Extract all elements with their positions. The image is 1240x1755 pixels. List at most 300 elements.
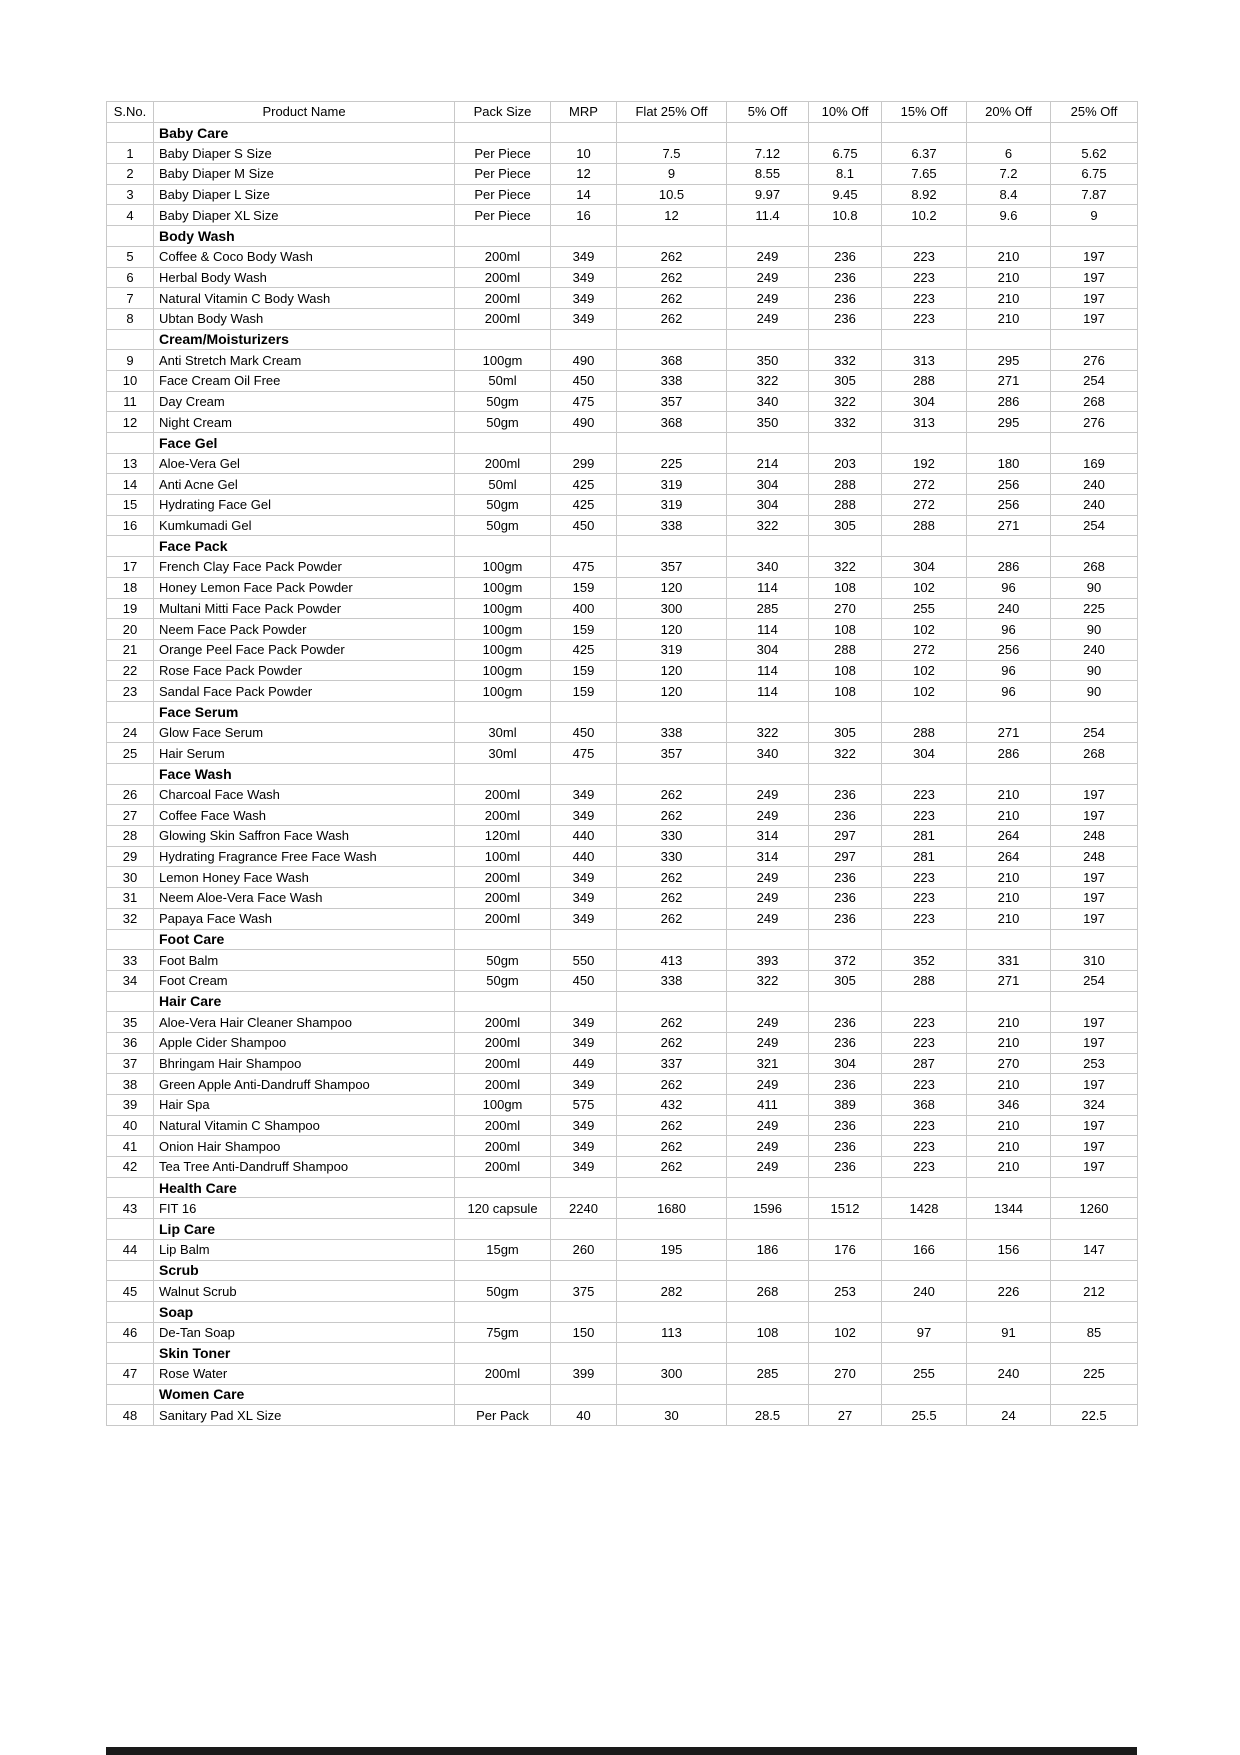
price-cell: 12 bbox=[551, 164, 617, 185]
product-name-cell: Hair Serum bbox=[154, 743, 455, 764]
product-name-cell: Lemon Honey Face Wash bbox=[154, 867, 455, 888]
product-name-cell: Glow Face Serum bbox=[154, 722, 455, 743]
price-cell: 223 bbox=[882, 908, 967, 929]
price-cell: 295 bbox=[967, 412, 1051, 433]
product-row bbox=[107, 660, 1138, 681]
price-cell: 236 bbox=[809, 784, 882, 805]
price-cell: 212 bbox=[1051, 1281, 1138, 1302]
price-cell: 24 bbox=[967, 1405, 1051, 1426]
empty-cell bbox=[107, 226, 154, 247]
product-name-cell: Apple Cider Shampoo bbox=[154, 1032, 455, 1053]
sno-cell: 5 bbox=[107, 246, 154, 267]
pack-size-cell: 50gm bbox=[455, 970, 551, 991]
sno-cell: 31 bbox=[107, 888, 154, 909]
price-cell: 249 bbox=[727, 308, 809, 329]
empty-cell bbox=[617, 329, 727, 350]
empty-cell bbox=[1051, 122, 1138, 143]
price-cell: 314 bbox=[727, 826, 809, 847]
product-row bbox=[107, 515, 1138, 536]
price-cell: 432 bbox=[617, 1095, 727, 1116]
price-cell: 352 bbox=[882, 950, 967, 971]
sno-cell: 9 bbox=[107, 350, 154, 371]
price-cell: 8.4 bbox=[967, 184, 1051, 205]
empty-cell bbox=[882, 122, 967, 143]
price-cell: 114 bbox=[727, 577, 809, 598]
empty-cell bbox=[882, 1177, 967, 1198]
pack-size-cell: 100gm bbox=[455, 557, 551, 578]
pack-size-cell: 50gm bbox=[455, 412, 551, 433]
price-cell: 475 bbox=[551, 743, 617, 764]
price-cell: 7.65 bbox=[882, 164, 967, 185]
category-row bbox=[107, 1177, 1138, 1198]
column-header: Product Name bbox=[154, 102, 455, 123]
price-cell: 197 bbox=[1051, 267, 1138, 288]
price-cell: 1260 bbox=[1051, 1198, 1138, 1219]
price-cell: 5.62 bbox=[1051, 143, 1138, 164]
empty-cell bbox=[617, 1177, 727, 1198]
price-cell: 147 bbox=[1051, 1239, 1138, 1260]
sno-cell: 47 bbox=[107, 1363, 154, 1384]
price-cell: 223 bbox=[882, 1115, 967, 1136]
product-name-cell: Anti Acne Gel bbox=[154, 474, 455, 495]
price-cell: 288 bbox=[882, 370, 967, 391]
price-cell: 322 bbox=[727, 970, 809, 991]
empty-cell bbox=[455, 1219, 551, 1240]
pack-size-cell: 50gm bbox=[455, 515, 551, 536]
price-cell: 346 bbox=[967, 1095, 1051, 1116]
category-label: Face Gel bbox=[154, 433, 455, 454]
pack-size-cell: 100ml bbox=[455, 846, 551, 867]
pack-size-cell: 100gm bbox=[455, 639, 551, 660]
price-cell: 10.2 bbox=[882, 205, 967, 226]
product-name-cell: Sanitary Pad XL Size bbox=[154, 1405, 455, 1426]
price-cell: 97 bbox=[882, 1322, 967, 1343]
product-row bbox=[107, 184, 1138, 205]
empty-cell bbox=[809, 991, 882, 1012]
empty-cell bbox=[727, 1177, 809, 1198]
sno-cell: 1 bbox=[107, 143, 154, 164]
price-cell: 305 bbox=[809, 722, 882, 743]
product-row bbox=[107, 577, 1138, 598]
price-cell: 319 bbox=[617, 474, 727, 495]
price-cell: 254 bbox=[1051, 722, 1138, 743]
price-cell: 108 bbox=[809, 577, 882, 598]
empty-cell bbox=[809, 764, 882, 785]
price-cell: 176 bbox=[809, 1239, 882, 1260]
product-row bbox=[107, 308, 1138, 329]
price-cell: 8.92 bbox=[882, 184, 967, 205]
price-cell: 262 bbox=[617, 1115, 727, 1136]
product-name-cell: Foot Cream bbox=[154, 970, 455, 991]
empty-cell bbox=[1051, 1301, 1138, 1322]
product-name-cell: Neem Aloe-Vera Face Wash bbox=[154, 888, 455, 909]
price-cell: 9.6 bbox=[967, 205, 1051, 226]
pack-size-cell: 200ml bbox=[455, 1363, 551, 1384]
price-cell: 281 bbox=[882, 826, 967, 847]
price-cell: 28.5 bbox=[727, 1405, 809, 1426]
price-cell: 440 bbox=[551, 826, 617, 847]
price-cell: 349 bbox=[551, 1136, 617, 1157]
sno-cell: 30 bbox=[107, 867, 154, 888]
category-row bbox=[107, 1343, 1138, 1364]
price-cell: 368 bbox=[882, 1095, 967, 1116]
product-row bbox=[107, 412, 1138, 433]
product-row bbox=[107, 1405, 1138, 1426]
price-cell: 297 bbox=[809, 826, 882, 847]
product-name-cell: Coffee Face Wash bbox=[154, 805, 455, 826]
price-cell: 210 bbox=[967, 1032, 1051, 1053]
product-name-cell: Honey Lemon Face Pack Powder bbox=[154, 577, 455, 598]
price-cell: 223 bbox=[882, 1012, 967, 1033]
product-name-cell: Herbal Body Wash bbox=[154, 267, 455, 288]
empty-cell bbox=[727, 329, 809, 350]
pack-size-cell: Per Pack bbox=[455, 1405, 551, 1426]
price-cell: 197 bbox=[1051, 1074, 1138, 1095]
price-cell: 30 bbox=[617, 1405, 727, 1426]
empty-cell bbox=[967, 929, 1051, 950]
empty-cell bbox=[967, 1343, 1051, 1364]
price-cell: 225 bbox=[617, 453, 727, 474]
price-cell: 6.37 bbox=[882, 143, 967, 164]
price-cell: 90 bbox=[1051, 681, 1138, 702]
price-cell: 236 bbox=[809, 1012, 882, 1033]
empty-cell bbox=[107, 1301, 154, 1322]
price-cell: 108 bbox=[809, 681, 882, 702]
price-cell: 210 bbox=[967, 308, 1051, 329]
price-cell: 223 bbox=[882, 246, 967, 267]
empty-cell bbox=[551, 122, 617, 143]
category-label: Hair Care bbox=[154, 991, 455, 1012]
price-cell: 285 bbox=[727, 598, 809, 619]
price-cell: 319 bbox=[617, 639, 727, 660]
price-cell: 197 bbox=[1051, 1032, 1138, 1053]
price-cell: 262 bbox=[617, 867, 727, 888]
empty-cell bbox=[967, 536, 1051, 557]
empty-cell bbox=[1051, 226, 1138, 247]
price-cell: 210 bbox=[967, 784, 1051, 805]
pack-size-cell: 200ml bbox=[455, 267, 551, 288]
price-cell: 349 bbox=[551, 1157, 617, 1178]
empty-cell bbox=[107, 329, 154, 350]
empty-cell bbox=[882, 329, 967, 350]
bottom-black-bar bbox=[106, 1747, 1137, 1755]
price-cell: 210 bbox=[967, 805, 1051, 826]
empty-cell bbox=[551, 1177, 617, 1198]
price-cell: 349 bbox=[551, 908, 617, 929]
price-cell: 349 bbox=[551, 308, 617, 329]
price-cell: 210 bbox=[967, 267, 1051, 288]
price-cell: 249 bbox=[727, 1136, 809, 1157]
price-cell: 282 bbox=[617, 1281, 727, 1302]
price-cell: 288 bbox=[809, 495, 882, 516]
product-row bbox=[107, 1012, 1138, 1033]
empty-cell bbox=[1051, 991, 1138, 1012]
price-cell: 322 bbox=[727, 515, 809, 536]
sno-cell: 46 bbox=[107, 1322, 154, 1343]
price-cell: 332 bbox=[809, 412, 882, 433]
product-row bbox=[107, 888, 1138, 909]
empty-cell bbox=[107, 1384, 154, 1405]
price-cell: 255 bbox=[882, 598, 967, 619]
price-cell: 350 bbox=[727, 412, 809, 433]
price-cell: 7.2 bbox=[967, 164, 1051, 185]
price-cell: 248 bbox=[1051, 846, 1138, 867]
price-cell: 337 bbox=[617, 1053, 727, 1074]
price-cell: 253 bbox=[1051, 1053, 1138, 1074]
price-cell: 156 bbox=[967, 1239, 1051, 1260]
pack-size-cell: 75gm bbox=[455, 1322, 551, 1343]
pack-size-cell: 100gm bbox=[455, 660, 551, 681]
price-cell: 223 bbox=[882, 1032, 967, 1053]
empty-cell bbox=[967, 1177, 1051, 1198]
price-cell: 304 bbox=[882, 557, 967, 578]
product-name-cell: Hydrating Fragrance Free Face Wash bbox=[154, 846, 455, 867]
price-cell: 120 bbox=[617, 577, 727, 598]
price-cell: 223 bbox=[882, 1074, 967, 1095]
sno-cell: 26 bbox=[107, 784, 154, 805]
empty-cell bbox=[727, 226, 809, 247]
price-cell: 368 bbox=[617, 350, 727, 371]
price-cell: 210 bbox=[967, 1157, 1051, 1178]
price-cell: 236 bbox=[809, 267, 882, 288]
price-cell: 197 bbox=[1051, 246, 1138, 267]
price-cell: 350 bbox=[727, 350, 809, 371]
product-row bbox=[107, 495, 1138, 516]
empty-cell bbox=[727, 433, 809, 454]
price-cell: 12 bbox=[617, 205, 727, 226]
sno-cell: 8 bbox=[107, 308, 154, 329]
category-label: Health Care bbox=[154, 1177, 455, 1198]
price-cell: 262 bbox=[617, 267, 727, 288]
price-cell: 236 bbox=[809, 308, 882, 329]
price-cell: 249 bbox=[727, 1012, 809, 1033]
empty-cell bbox=[967, 701, 1051, 722]
empty-cell bbox=[809, 929, 882, 950]
price-cell: 413 bbox=[617, 950, 727, 971]
price-cell: 223 bbox=[882, 888, 967, 909]
pack-size-cell: 200ml bbox=[455, 1012, 551, 1033]
price-cell: 186 bbox=[727, 1239, 809, 1260]
price-cell: 338 bbox=[617, 722, 727, 743]
empty-cell bbox=[809, 433, 882, 454]
price-table bbox=[106, 101, 1138, 1426]
price-cell: 349 bbox=[551, 888, 617, 909]
empty-cell bbox=[617, 1219, 727, 1240]
price-cell: 268 bbox=[1051, 743, 1138, 764]
price-cell: 223 bbox=[882, 1136, 967, 1157]
sno-cell: 18 bbox=[107, 577, 154, 598]
price-cell: 210 bbox=[967, 908, 1051, 929]
sno-cell: 21 bbox=[107, 639, 154, 660]
empty-cell bbox=[882, 1384, 967, 1405]
product-row bbox=[107, 1281, 1138, 1302]
pack-size-cell: 200ml bbox=[455, 1115, 551, 1136]
price-cell: 310 bbox=[1051, 950, 1138, 971]
product-row bbox=[107, 370, 1138, 391]
price-cell: 286 bbox=[967, 743, 1051, 764]
product-row bbox=[107, 1115, 1138, 1136]
price-cell: 236 bbox=[809, 246, 882, 267]
price-cell: 268 bbox=[1051, 557, 1138, 578]
empty-cell bbox=[727, 1260, 809, 1281]
empty-cell bbox=[1051, 1260, 1138, 1281]
empty-cell bbox=[455, 929, 551, 950]
sno-cell: 23 bbox=[107, 681, 154, 702]
price-cell: 286 bbox=[967, 557, 1051, 578]
price-cell: 357 bbox=[617, 391, 727, 412]
empty-cell bbox=[455, 433, 551, 454]
sno-cell: 12 bbox=[107, 412, 154, 433]
column-header: Flat 25% Off bbox=[617, 102, 727, 123]
category-label: Body Wash bbox=[154, 226, 455, 247]
price-cell: 349 bbox=[551, 867, 617, 888]
empty-cell bbox=[617, 226, 727, 247]
price-cell: 223 bbox=[882, 1157, 967, 1178]
price-cell: 319 bbox=[617, 495, 727, 516]
price-cell: 281 bbox=[882, 846, 967, 867]
price-cell: 330 bbox=[617, 846, 727, 867]
product-row bbox=[107, 1239, 1138, 1260]
price-cell: 2240 bbox=[551, 1198, 617, 1219]
price-cell: 304 bbox=[727, 639, 809, 660]
pack-size-cell: Per Piece bbox=[455, 143, 551, 164]
pack-size-cell: 200ml bbox=[455, 867, 551, 888]
empty-cell bbox=[551, 764, 617, 785]
price-cell: 120 bbox=[617, 660, 727, 681]
empty-cell bbox=[967, 122, 1051, 143]
pack-size-cell: 30ml bbox=[455, 722, 551, 743]
price-cell: 240 bbox=[882, 1281, 967, 1302]
product-row bbox=[107, 826, 1138, 847]
price-cell: 550 bbox=[551, 950, 617, 971]
price-cell: 411 bbox=[727, 1095, 809, 1116]
product-name-cell: Baby Diaper L Size bbox=[154, 184, 455, 205]
price-cell: 375 bbox=[551, 1281, 617, 1302]
empty-cell bbox=[727, 122, 809, 143]
empty-cell bbox=[455, 329, 551, 350]
empty-cell bbox=[967, 1219, 1051, 1240]
price-cell: 322 bbox=[727, 370, 809, 391]
empty-cell bbox=[455, 991, 551, 1012]
price-cell: 210 bbox=[967, 888, 1051, 909]
pack-size-cell: 200ml bbox=[455, 908, 551, 929]
product-name-cell: Natural Vitamin C Shampoo bbox=[154, 1115, 455, 1136]
price-cell: 288 bbox=[882, 970, 967, 991]
price-cell: 249 bbox=[727, 1074, 809, 1095]
empty-cell bbox=[727, 1343, 809, 1364]
empty-cell bbox=[551, 701, 617, 722]
pack-size-cell: 200ml bbox=[455, 784, 551, 805]
pack-size-cell: Per Piece bbox=[455, 184, 551, 205]
product-name-cell: Face Cream Oil Free bbox=[154, 370, 455, 391]
product-row bbox=[107, 970, 1138, 991]
product-name-cell: Hair Spa bbox=[154, 1095, 455, 1116]
empty-cell bbox=[809, 226, 882, 247]
sno-cell: 43 bbox=[107, 1198, 154, 1219]
price-cell: 256 bbox=[967, 474, 1051, 495]
price-cell: 210 bbox=[967, 1074, 1051, 1095]
empty-cell bbox=[617, 701, 727, 722]
sno-cell: 11 bbox=[107, 391, 154, 412]
category-row bbox=[107, 433, 1138, 454]
price-cell: 262 bbox=[617, 805, 727, 826]
price-cell: 236 bbox=[809, 908, 882, 929]
price-cell: 262 bbox=[617, 1012, 727, 1033]
price-cell: 490 bbox=[551, 350, 617, 371]
empty-cell bbox=[617, 1384, 727, 1405]
empty-cell bbox=[551, 1301, 617, 1322]
price-cell: 11.4 bbox=[727, 205, 809, 226]
price-cell: 197 bbox=[1051, 1157, 1138, 1178]
product-row bbox=[107, 1032, 1138, 1053]
price-cell: 210 bbox=[967, 288, 1051, 309]
empty-cell bbox=[727, 1301, 809, 1322]
product-row bbox=[107, 474, 1138, 495]
pack-size-cell: 30ml bbox=[455, 743, 551, 764]
price-cell: 25.5 bbox=[882, 1405, 967, 1426]
sno-cell: 3 bbox=[107, 184, 154, 205]
price-cell: 150 bbox=[551, 1322, 617, 1343]
price-cell: 299 bbox=[551, 453, 617, 474]
price-cell: 399 bbox=[551, 1363, 617, 1384]
price-cell: 210 bbox=[967, 1012, 1051, 1033]
empty-cell bbox=[809, 536, 882, 557]
price-cell: 357 bbox=[617, 743, 727, 764]
category-row bbox=[107, 122, 1138, 143]
sno-cell: 2 bbox=[107, 164, 154, 185]
price-cell: 304 bbox=[727, 474, 809, 495]
product-name-cell: Baby Diaper S Size bbox=[154, 143, 455, 164]
sno-cell: 25 bbox=[107, 743, 154, 764]
price-cell: 236 bbox=[809, 1157, 882, 1178]
empty-cell bbox=[967, 764, 1051, 785]
price-cell: 7.87 bbox=[1051, 184, 1138, 205]
pack-size-cell: 50gm bbox=[455, 495, 551, 516]
product-row bbox=[107, 784, 1138, 805]
category-row bbox=[107, 764, 1138, 785]
pack-size-cell: 200ml bbox=[455, 1074, 551, 1095]
category-row bbox=[107, 701, 1138, 722]
price-cell: 338 bbox=[617, 370, 727, 391]
price-cell: 197 bbox=[1051, 888, 1138, 909]
pack-size-cell: 200ml bbox=[455, 246, 551, 267]
empty-cell bbox=[727, 1384, 809, 1405]
product-row bbox=[107, 1322, 1138, 1343]
sno-cell: 17 bbox=[107, 557, 154, 578]
product-row bbox=[107, 205, 1138, 226]
price-cell: 85 bbox=[1051, 1322, 1138, 1343]
product-row bbox=[107, 557, 1138, 578]
price-cell: 340 bbox=[727, 391, 809, 412]
product-name-cell: Tea Tree Anti-Dandruff Shampoo bbox=[154, 1157, 455, 1178]
price-cell: 6 bbox=[967, 143, 1051, 164]
price-cell: 225 bbox=[1051, 598, 1138, 619]
price-cell: 304 bbox=[727, 495, 809, 516]
product-name-cell: Aloe-Vera Hair Cleaner Shampoo bbox=[154, 1012, 455, 1033]
price-cell: 108 bbox=[727, 1322, 809, 1343]
empty-cell bbox=[107, 536, 154, 557]
price-cell: 180 bbox=[967, 453, 1051, 474]
price-cell: 14 bbox=[551, 184, 617, 205]
price-cell: 449 bbox=[551, 1053, 617, 1074]
pack-size-cell: 200ml bbox=[455, 1032, 551, 1053]
empty-cell bbox=[882, 1260, 967, 1281]
pack-size-cell: 100gm bbox=[455, 598, 551, 619]
empty-cell bbox=[1051, 1219, 1138, 1240]
empty-cell bbox=[551, 1384, 617, 1405]
column-header: 20% Off bbox=[967, 102, 1051, 123]
price-cell: 314 bbox=[727, 846, 809, 867]
